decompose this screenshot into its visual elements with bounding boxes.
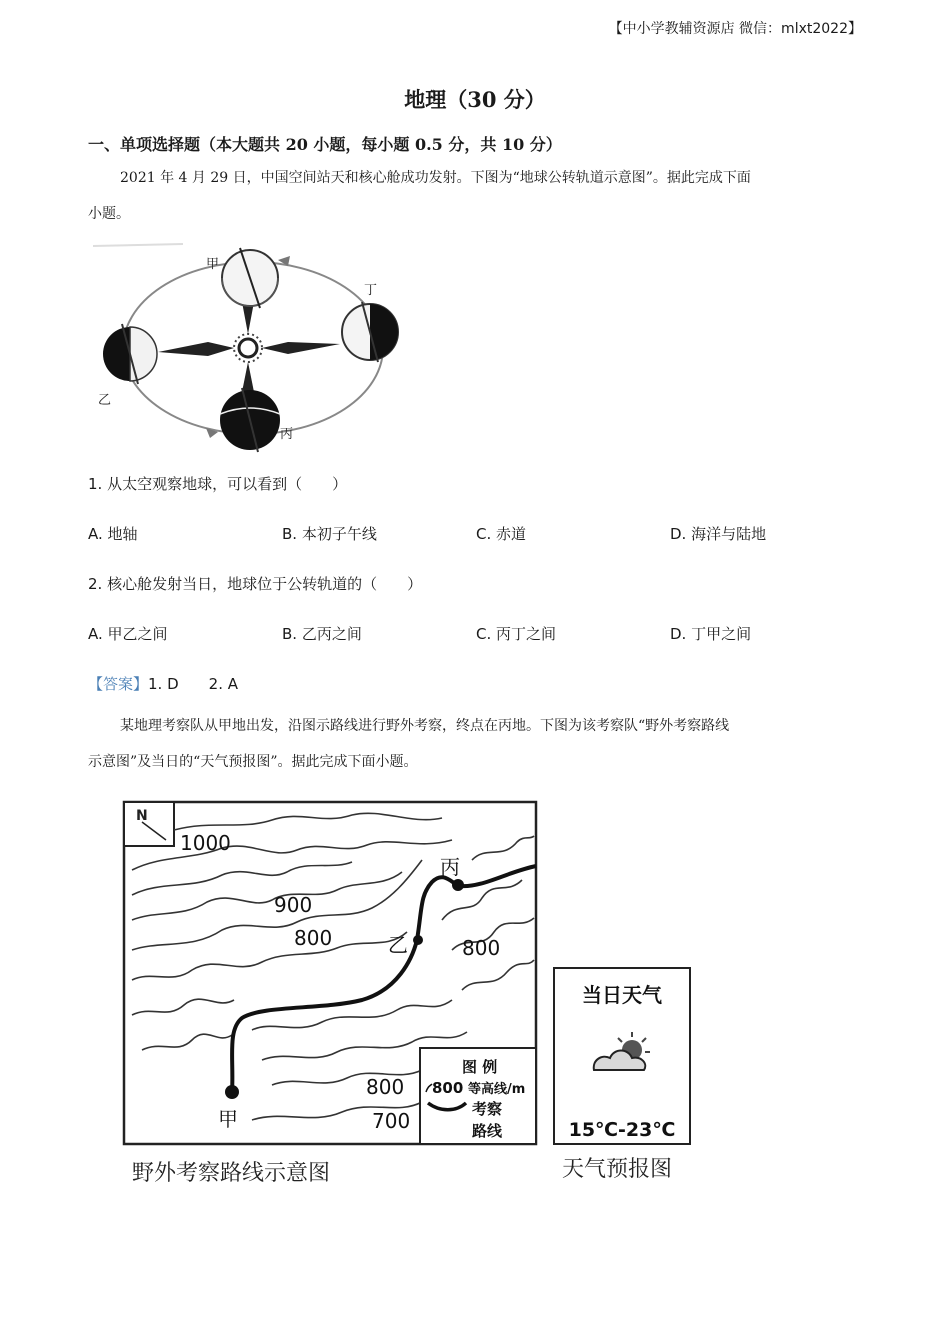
contour-label-800c: 800	[366, 1075, 405, 1099]
svg-text:N: N	[136, 808, 148, 824]
arrow-to-ding	[262, 342, 340, 354]
legend-contour-label: 等高线/m	[468, 1082, 526, 1097]
weather-box	[552, 966, 694, 1148]
point-yi	[413, 935, 423, 945]
route-map-caption: 野外考察路线示意图	[132, 1161, 331, 1186]
orbit-diagram	[88, 232, 428, 457]
legend-route-label2: 路线	[472, 1122, 503, 1140]
earth-yi	[103, 324, 157, 384]
legend-contour-value: 800	[432, 1079, 464, 1097]
point-jia	[225, 1085, 239, 1099]
orbit-label-yi: 乙	[98, 393, 112, 408]
weather-temp: 15℃-23℃	[568, 1119, 676, 1141]
label-yi: 乙	[388, 933, 408, 957]
contour-label-800a: 800	[294, 926, 333, 950]
header-note: 【中小学教辅资源店 微信：mlxt2022】	[608, 21, 862, 37]
contour-label-700: 700	[372, 1109, 411, 1133]
intro2-line1: 某地理考察队从甲地出发，沿图示路线进行野外考察，终点在丙地。下图为该考察队“野外考察路线	[120, 718, 730, 734]
weather-title: 当日天气	[582, 983, 662, 1007]
orbit-label-bing: 丙	[280, 427, 294, 442]
q1-option-b: B. 本初子午线	[282, 525, 377, 543]
q1-option-c: C. 赤道	[476, 525, 527, 543]
question-2-stem: 2. 核心舱发射当日，地球位于公转轨道的（ ）	[88, 575, 423, 593]
q2-option-c: C. 丙丁之间	[476, 625, 557, 643]
map-legend	[420, 1048, 536, 1144]
route-map	[122, 800, 538, 1146]
intro1-line1: 2021 年 4 月 29 日，中国空间站天和核心舱成功发射。下图为“地球公转轨道示意图”。据此完成下面	[120, 170, 751, 186]
orbit-label-ding: 丁	[364, 283, 378, 298]
question-1-stem: 1. 从太空观察地球，可以看到（ ）	[88, 475, 348, 493]
point-bing	[452, 879, 464, 891]
q1-option-a: A. 地轴	[88, 525, 138, 543]
answer-1: 1. D	[148, 675, 179, 693]
contour-label-900: 900	[274, 893, 313, 917]
intro2-line2: 示意图”及当日的“天气预报图”。据此完成下面小题。	[88, 754, 418, 770]
earth-jia	[222, 248, 278, 308]
label-bing: 丙	[440, 855, 460, 879]
intro1-line2: 小题。	[88, 206, 130, 222]
section-title: 一、单项选择题（本大题共 20 小题，每小题 0.5 分，共 10 分）	[88, 135, 562, 154]
earth-ding	[342, 302, 398, 362]
sun-icon	[234, 334, 262, 362]
weather-caption: 天气预报图	[562, 1157, 673, 1182]
arrow-to-yi	[158, 342, 234, 356]
q1-option-d: D. 海洋与陆地	[670, 525, 767, 543]
q2-option-b: B. 乙丙之间	[282, 625, 362, 643]
q2-option-d: D. 丁甲之间	[670, 625, 752, 643]
north-arrow-icon	[124, 802, 174, 846]
answer-tag: 【答案】	[88, 675, 149, 693]
answer-line	[88, 673, 238, 694]
answer-2: 2. A	[208, 675, 238, 693]
q2-option-a: A. 甲乙之间	[88, 625, 168, 643]
contour-label-1000: 1000	[180, 831, 231, 855]
label-jia: 甲	[218, 1107, 238, 1131]
contour-label-800b: 800	[462, 936, 501, 960]
legend-title: 图 例	[462, 1058, 498, 1076]
legend-route-label1: 考察	[472, 1100, 503, 1118]
earth-bing	[220, 388, 280, 452]
page-title: 地理（30 分）	[404, 87, 546, 112]
orbit-label-jia: 甲	[206, 257, 220, 272]
